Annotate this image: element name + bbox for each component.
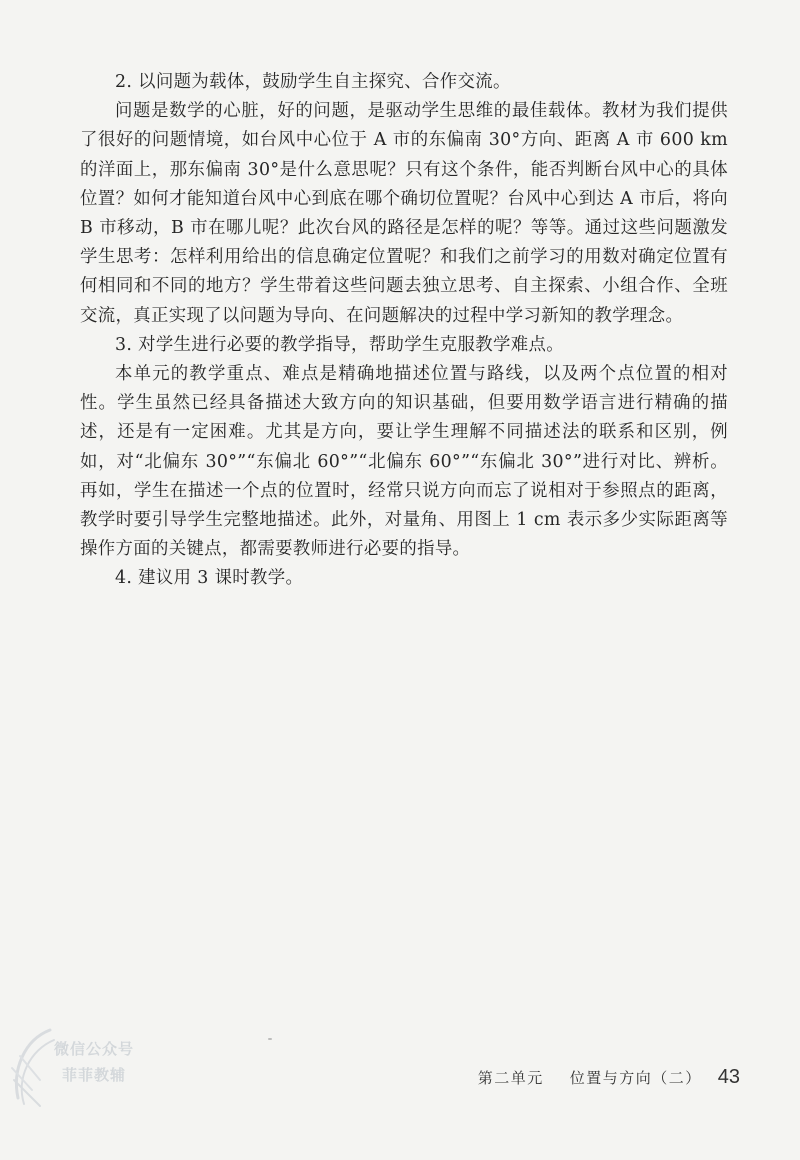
heading-point-3: 3. 对学生进行必要的教学指导，帮助学生克服教学难点。 — [115, 334, 564, 355]
watermark-line-1: 微信公众号 — [54, 1040, 135, 1058]
page-footer — [478, 1066, 740, 1089]
scan-speck — [268, 1038, 272, 1040]
footer-unit-label: 第二单元 — [477, 1069, 544, 1087]
page-body — [80, 68, 728, 594]
paragraph-teaching-difficulty: 本单元的教学重点、难点是精确地描述位置与路线，以及两个点位置的相对性。学生虽然已经具备描述大致方向的知识基础，但要用数学语言进行精确的描述，还是有一定困难。尤其是方向，要让学生理解不同描述法的联系和区别，例如，对“北偏东 30°”“东偏北 60°”“北偏东 60°”“东偏北 30°”进行对比、辨析。再如，学生在描述一个点的位置时，经常只说方向而忘了说相对于参照点的距离，教学时要引导学生完整地描述。此外，对量角、用图上 1 cm 表示多少实际距离等操作方面的关键点，都需要教师进行必要的指导。 — [80, 364, 728, 560]
paragraph-problem-driven: 问题是数学的心脏，好的问题，是驱动学生思维的最佳载体。教材为我们提供了很好的问题情境，如台风中心位于 A 市的东偏南 30°方向、距离 A 市 600 km 的洋面上，那东偏南 30°是什么意思呢？只有这个条件，能否判断台风中心的具体位置？如何才能知道台风中心到底在哪个确切位置呢？台风中心到达 A 市后，将向 B 市移动，B 市在哪儿呢？此次台风的路径是怎样的呢？等等。通过这些问题激发学生思考：怎样利用给出的信息确定位置呢？和我们之前学习的用数对确定位置有何相同和不同的地方？学生带着这些问题去独立思考、自主探索、小组合作、全班交流，真正实现了以问题为导向、在问题解决的过程中学习新知的教学理念。 — [80, 101, 728, 326]
watermark — [10, 1020, 135, 1112]
heading-point-4: 4. 建议用 3 课时教学。 — [115, 568, 304, 589]
page-number: 43 — [717, 1066, 740, 1088]
watermark-line-2: 菲菲教辅 — [62, 1066, 127, 1084]
heading-point-2: 2. 以问题为载体，鼓励学生自主探究、合作交流。 — [115, 72, 511, 92]
footer-section-title: 位置与方向（二） — [569, 1069, 702, 1087]
